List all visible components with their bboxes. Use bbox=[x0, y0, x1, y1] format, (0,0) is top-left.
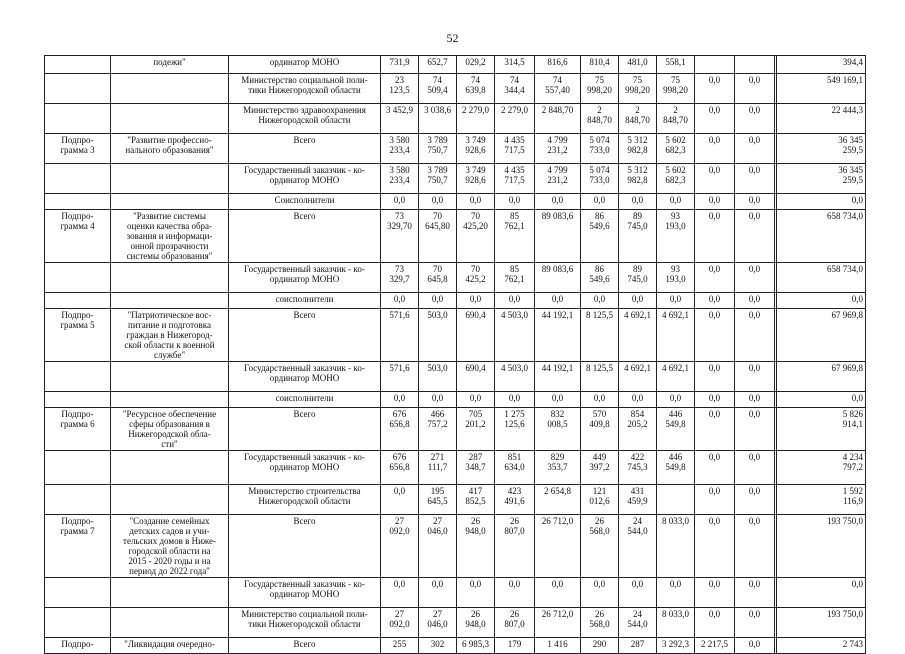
value-cell: 8 125,5 bbox=[581, 309, 619, 362]
value-cell: 23 123,5 bbox=[381, 74, 419, 104]
value-cell: 73 329,7 bbox=[381, 263, 419, 293]
value-cell: 93 193,0 bbox=[657, 210, 695, 263]
value-cell: 0,0 bbox=[381, 578, 419, 608]
value-cell: 4 503,0 bbox=[495, 362, 535, 392]
table-row bbox=[45, 515, 866, 578]
value-cell: 0,0 bbox=[735, 515, 775, 578]
executor-cell: Всего bbox=[229, 408, 381, 451]
total-cell: 2 743 bbox=[777, 638, 866, 654]
value-cell: 85 762,1 bbox=[495, 263, 535, 293]
total-cell: 193 750,0 bbox=[777, 608, 866, 638]
value-cell: 690,4 bbox=[457, 309, 495, 362]
total-cell: 549 169,1 bbox=[777, 74, 866, 104]
value-cell: 0,0 bbox=[695, 515, 735, 578]
value-cell: 3 292,3 bbox=[657, 638, 695, 654]
value-cell: 0,0 bbox=[419, 392, 457, 408]
value-cell: 0,0 bbox=[495, 194, 535, 210]
value-cell: 0,0 bbox=[581, 194, 619, 210]
value-cell: 89 083,6 bbox=[535, 263, 581, 293]
value-cell: 0,0 bbox=[619, 392, 657, 408]
subprogram-name-cell bbox=[111, 485, 229, 515]
table-row bbox=[45, 485, 866, 515]
subprogram-name-cell: "Ресурсное обеспечение сферы образования в Нижегородской обла- сти" bbox=[111, 408, 229, 451]
value-cell: 70 645,8 bbox=[419, 263, 457, 293]
subprogram-name-cell bbox=[111, 74, 229, 104]
value-cell: 0,0 bbox=[457, 293, 495, 309]
executor-cell: Всего bbox=[229, 210, 381, 263]
executor-cell: Соисполнители bbox=[229, 194, 381, 210]
value-cell: 2 848,70 bbox=[535, 104, 581, 134]
value-cell: 6 985,3 bbox=[457, 638, 495, 654]
value-cell: 0,0 bbox=[695, 210, 735, 263]
subprogram-name-cell bbox=[111, 578, 229, 608]
value-cell: 4 503,0 bbox=[495, 309, 535, 362]
table-row bbox=[45, 56, 866, 74]
value-cell: 0,0 bbox=[735, 362, 775, 392]
value-cell: 75 998,20 bbox=[581, 74, 619, 104]
subprogram-name-cell bbox=[111, 392, 229, 408]
value-cell: 0,0 bbox=[695, 164, 735, 194]
value-cell: 2 848,70 bbox=[619, 104, 657, 134]
subprogram-cell bbox=[45, 56, 111, 74]
value-cell bbox=[695, 56, 735, 74]
value-cell: 558,1 bbox=[657, 56, 695, 74]
subprogram-cell bbox=[45, 608, 111, 638]
value-cell: 0,0 bbox=[695, 194, 735, 210]
value-cell: 503,0 bbox=[419, 309, 457, 362]
subprogram-name-cell: "Создание семейных детских садов и учи- тельских домов в Ниже- городской области на 2015 - 2020 годы и на период до 2022 года" bbox=[111, 515, 229, 578]
value-cell: 1 416 bbox=[535, 638, 581, 654]
value-cell: 652,7 bbox=[419, 56, 457, 74]
subprogram-cell bbox=[45, 74, 111, 104]
value-cell: 0,0 bbox=[657, 392, 695, 408]
value-cell: 0,0 bbox=[495, 578, 535, 608]
subprogram-name-cell bbox=[111, 293, 229, 309]
value-cell: 5 602 682,3 bbox=[657, 134, 695, 164]
table-row bbox=[45, 74, 866, 104]
subprogram-name-cell: "Развитие профессио- нального образования" bbox=[111, 134, 229, 164]
total-cell: 67 969,8 bbox=[777, 362, 866, 392]
value-cell: 4 692,1 bbox=[657, 362, 695, 392]
table-row bbox=[45, 164, 866, 194]
value-cell: 4 799 231,2 bbox=[535, 134, 581, 164]
value-cell: 0,0 bbox=[695, 293, 735, 309]
value-cell: 27 046,0 bbox=[419, 608, 457, 638]
value-cell: 0,0 bbox=[457, 578, 495, 608]
value-cell: 89 083,6 bbox=[535, 210, 581, 263]
value-cell: 0,0 bbox=[419, 194, 457, 210]
value-cell: 74 639,8 bbox=[457, 74, 495, 104]
value-cell: 74 557,40 bbox=[535, 74, 581, 104]
value-cell: 029,2 bbox=[457, 56, 495, 74]
value-cell: 287 348,7 bbox=[457, 451, 495, 485]
executor-cell: Государственный заказчик - ко- ординатор МОНО bbox=[229, 451, 381, 485]
value-cell: 0,0 bbox=[695, 74, 735, 104]
subprogram-name-cell bbox=[111, 263, 229, 293]
value-cell: 0,0 bbox=[381, 194, 419, 210]
value-cell bbox=[657, 485, 695, 515]
value-cell: 0,0 bbox=[457, 194, 495, 210]
value-cell: 3 749 928,6 bbox=[457, 164, 495, 194]
value-cell bbox=[735, 56, 775, 74]
value-cell: 290 bbox=[581, 638, 619, 654]
value-cell: 0,0 bbox=[619, 194, 657, 210]
value-cell: 422 745,3 bbox=[619, 451, 657, 485]
value-cell: 86 549,6 bbox=[581, 210, 619, 263]
subprogram-name-cell bbox=[111, 451, 229, 485]
value-cell: 0,0 bbox=[695, 451, 735, 485]
executor-cell: Всего bbox=[229, 638, 381, 654]
value-cell: 44 192,1 bbox=[535, 309, 581, 362]
value-cell: 0,0 bbox=[695, 578, 735, 608]
value-cell: 423 491,6 bbox=[495, 485, 535, 515]
table-row bbox=[45, 451, 866, 485]
value-cell: 0,0 bbox=[457, 392, 495, 408]
value-cell: 0,0 bbox=[695, 309, 735, 362]
value-cell: 481,0 bbox=[619, 56, 657, 74]
value-cell: 314,5 bbox=[495, 56, 535, 74]
subprogram-name-cell: "Патриотическое вос- питание и подготовка граждан в Нижегород- ской области к военной службе" bbox=[111, 309, 229, 362]
table-row bbox=[45, 134, 866, 164]
executor-cell: Государственный заказчик - ко- ординатор МОНО bbox=[229, 164, 381, 194]
value-cell: 8 033,0 bbox=[657, 515, 695, 578]
value-cell: 85 762,1 bbox=[495, 210, 535, 263]
value-cell: 5 074 733,0 bbox=[581, 134, 619, 164]
value-cell: 810,4 bbox=[581, 56, 619, 74]
value-cell: 0,0 bbox=[419, 293, 457, 309]
value-cell: 0,0 bbox=[735, 293, 775, 309]
value-cell: 5 312 982,8 bbox=[619, 164, 657, 194]
value-cell: 431 459,9 bbox=[619, 485, 657, 515]
total-cell: 5 826 914,1 bbox=[777, 408, 866, 451]
total-cell: 1 592 116,9 bbox=[777, 485, 866, 515]
value-cell: 466 757,2 bbox=[419, 408, 457, 451]
subprogram-name-cell bbox=[111, 362, 229, 392]
total-cell: 36 345 259,5 bbox=[777, 164, 866, 194]
value-cell: 0,0 bbox=[657, 194, 695, 210]
executor-cell: соисполнители bbox=[229, 392, 381, 408]
subprogram-name-cell bbox=[111, 194, 229, 210]
subprogram-cell: Подпро- грамма 3 bbox=[45, 134, 111, 164]
value-cell: 0,0 bbox=[735, 608, 775, 638]
value-cell: 75 998,20 bbox=[619, 74, 657, 104]
subprogram-cell: Подпро- грамма 4 bbox=[45, 210, 111, 263]
value-cell: 0,0 bbox=[735, 164, 775, 194]
total-cell: 193 750,0 bbox=[777, 515, 866, 578]
value-cell: 2 654,8 bbox=[535, 485, 581, 515]
value-cell: 731,9 bbox=[381, 56, 419, 74]
value-cell: 3 580 233,4 bbox=[381, 164, 419, 194]
value-cell: 0,0 bbox=[695, 263, 735, 293]
table-row bbox=[45, 578, 866, 608]
table-row bbox=[45, 362, 866, 392]
value-cell: 2 279,0 bbox=[495, 104, 535, 134]
value-cell: 0,0 bbox=[381, 392, 419, 408]
value-cell: 0,0 bbox=[735, 392, 775, 408]
value-cell: 446 549,8 bbox=[657, 408, 695, 451]
executor-cell: Министерство строительства Нижегородской области bbox=[229, 485, 381, 515]
value-cell: 70 645,80 bbox=[419, 210, 457, 263]
value-cell: 287 bbox=[619, 638, 657, 654]
value-cell: 27 092,0 bbox=[381, 515, 419, 578]
value-cell: 271 111,7 bbox=[419, 451, 457, 485]
value-cell: 0,0 bbox=[619, 293, 657, 309]
value-cell: 86 549,6 bbox=[581, 263, 619, 293]
value-cell: 3 789 750,7 bbox=[419, 134, 457, 164]
subprogram-cell bbox=[45, 164, 111, 194]
value-cell: 195 645,5 bbox=[419, 485, 457, 515]
subprogram-cell: Подпро- грамма 5 bbox=[45, 309, 111, 362]
value-cell: 832 008,5 bbox=[535, 408, 581, 451]
value-cell: 0,0 bbox=[735, 194, 775, 210]
executor-cell: Всего bbox=[229, 309, 381, 362]
table-row bbox=[45, 210, 866, 263]
table-row bbox=[45, 408, 866, 451]
value-cell: 571,6 bbox=[381, 309, 419, 362]
subprogram-cell bbox=[45, 194, 111, 210]
value-cell: 26 948,0 bbox=[457, 608, 495, 638]
value-cell: 121 012,6 bbox=[581, 485, 619, 515]
value-cell: 0,0 bbox=[535, 194, 581, 210]
executor-cell: Министерство здравоохранения Нижегородской области bbox=[229, 104, 381, 134]
value-cell: 0,0 bbox=[735, 134, 775, 164]
value-cell: 0,0 bbox=[495, 293, 535, 309]
subprogram-name-cell bbox=[111, 608, 229, 638]
value-cell: 0,0 bbox=[381, 485, 419, 515]
value-cell: 8 125,5 bbox=[581, 362, 619, 392]
value-cell: 0,0 bbox=[695, 408, 735, 451]
value-cell: 0,0 bbox=[735, 309, 775, 362]
value-cell: 829 353,7 bbox=[535, 451, 581, 485]
value-cell: 5 312 982,8 bbox=[619, 134, 657, 164]
value-cell: 26 568,0 bbox=[581, 515, 619, 578]
value-cell: 570 409,8 bbox=[581, 408, 619, 451]
total-cell: 394,4 bbox=[777, 56, 866, 74]
value-cell: 24 544,0 bbox=[619, 515, 657, 578]
total-cell: 67 969,8 bbox=[777, 309, 866, 362]
total-cell: 0,0 bbox=[777, 194, 866, 210]
value-cell: 676 656,8 bbox=[381, 451, 419, 485]
value-cell: 0,0 bbox=[495, 392, 535, 408]
value-cell: 255 bbox=[381, 638, 419, 654]
subprogram-cell bbox=[45, 104, 111, 134]
value-cell: 0,0 bbox=[735, 485, 775, 515]
total-cell: 36 345 259,5 bbox=[777, 134, 866, 164]
value-cell: 179 bbox=[495, 638, 535, 654]
value-cell: 302 bbox=[419, 638, 457, 654]
value-cell: 3 452,9 bbox=[381, 104, 419, 134]
value-cell: 3 749 928,6 bbox=[457, 134, 495, 164]
executor-cell: соисполнители bbox=[229, 293, 381, 309]
value-cell: 0,0 bbox=[657, 293, 695, 309]
value-cell: 93 193,0 bbox=[657, 263, 695, 293]
value-cell: 0,0 bbox=[695, 485, 735, 515]
table-row bbox=[45, 263, 866, 293]
value-cell: 26 807,0 bbox=[495, 515, 535, 578]
executor-cell: Государственный заказчик - ко- ординатор МОНО bbox=[229, 263, 381, 293]
value-cell: 24 544,0 bbox=[619, 608, 657, 638]
value-cell: 75 998,20 bbox=[657, 74, 695, 104]
total-cell: 4 234 797,2 bbox=[777, 451, 866, 485]
value-cell: 5 602 682,3 bbox=[657, 164, 695, 194]
table-row bbox=[45, 194, 866, 210]
table-row bbox=[45, 608, 866, 638]
value-cell: 27 092,0 bbox=[381, 608, 419, 638]
value-cell: 5 074 733,0 bbox=[581, 164, 619, 194]
value-cell: 0,0 bbox=[535, 578, 581, 608]
value-cell: 0,0 bbox=[735, 210, 775, 263]
subprogram-cell bbox=[45, 451, 111, 485]
subprogram-cell bbox=[45, 362, 111, 392]
value-cell: 2 279,0 bbox=[457, 104, 495, 134]
total-cell: 0,0 bbox=[777, 293, 866, 309]
value-cell: 4 799 231,2 bbox=[535, 164, 581, 194]
value-cell: 89 745,0 bbox=[619, 263, 657, 293]
value-cell: 2 848,70 bbox=[657, 104, 695, 134]
value-cell: 2 848,70 bbox=[581, 104, 619, 134]
value-cell: 44 192,1 bbox=[535, 362, 581, 392]
value-cell: 3 789 750,7 bbox=[419, 164, 457, 194]
value-cell: 571,6 bbox=[381, 362, 419, 392]
value-cell: 0,0 bbox=[695, 362, 735, 392]
value-cell: 26 948,0 bbox=[457, 515, 495, 578]
value-cell: 0,0 bbox=[735, 451, 775, 485]
table-row bbox=[45, 293, 866, 309]
value-cell: 3 038,6 bbox=[419, 104, 457, 134]
value-cell: 26 712,0 bbox=[535, 515, 581, 578]
value-cell: 26 712,0 bbox=[535, 608, 581, 638]
value-cell: 4 692,1 bbox=[619, 309, 657, 362]
executor-cell: Министерство социальной поли- тики Нижегородской области bbox=[229, 74, 381, 104]
value-cell: 4 435 717,5 bbox=[495, 164, 535, 194]
value-cell: 2 217,5 bbox=[695, 638, 735, 654]
subprogram-cell: Подпро- грамма 6 bbox=[45, 408, 111, 451]
value-cell: 73 329,70 bbox=[381, 210, 419, 263]
page-number: 52 bbox=[446, 31, 459, 45]
executor-cell: Государственный заказчик - ко- ординатор МОНО bbox=[229, 578, 381, 608]
value-cell: 3 580 233,4 bbox=[381, 134, 419, 164]
value-cell: 0,0 bbox=[419, 578, 457, 608]
value-cell: 74 344,4 bbox=[495, 74, 535, 104]
table-row bbox=[45, 392, 866, 408]
value-cell: 0,0 bbox=[581, 293, 619, 309]
value-cell: 0,0 bbox=[695, 392, 735, 408]
value-cell: 0,0 bbox=[735, 74, 775, 104]
subprogram-cell: Подпро- грамма 7 bbox=[45, 515, 111, 578]
value-cell: 503,0 bbox=[419, 362, 457, 392]
value-cell: 0,0 bbox=[381, 293, 419, 309]
value-cell: 0,0 bbox=[735, 104, 775, 134]
value-cell: 0,0 bbox=[535, 392, 581, 408]
value-cell: 70 425,20 bbox=[457, 210, 495, 263]
value-cell: 0,0 bbox=[581, 578, 619, 608]
total-cell: 22 444,3 bbox=[777, 104, 866, 134]
value-cell: 0,0 bbox=[581, 392, 619, 408]
executor-cell: Министерство социальной поли- тики Нижегородской области bbox=[229, 608, 381, 638]
value-cell: 854 205,2 bbox=[619, 408, 657, 451]
executor-cell: Всего bbox=[229, 515, 381, 578]
subprogram-name-cell: "Ликвидация очередно- bbox=[111, 638, 229, 654]
value-cell: 0,0 bbox=[735, 408, 775, 451]
table-row bbox=[45, 104, 866, 134]
value-cell: 8 033,0 bbox=[657, 608, 695, 638]
value-cell: 417 852,5 bbox=[457, 485, 495, 515]
value-cell: 1 275 125,6 bbox=[495, 408, 535, 451]
total-cell: 0,0 bbox=[777, 392, 866, 408]
value-cell: 26 807,0 bbox=[495, 608, 535, 638]
total-cell: 658 734,0 bbox=[777, 210, 866, 263]
value-cell: 74 509,4 bbox=[419, 74, 457, 104]
executor-cell: Государственный заказчик - ко- ординатор МОНО bbox=[229, 362, 381, 392]
subprogram-name-cell bbox=[111, 104, 229, 134]
subprogram-name-cell: подежи" bbox=[111, 56, 229, 74]
value-cell: 705 201,2 bbox=[457, 408, 495, 451]
subprogram-name-cell bbox=[111, 164, 229, 194]
value-cell: 690,4 bbox=[457, 362, 495, 392]
value-cell: 0,0 bbox=[535, 293, 581, 309]
value-cell: 0,0 bbox=[657, 578, 695, 608]
value-cell: 0,0 bbox=[735, 638, 775, 654]
total-cell: 0,0 bbox=[777, 578, 866, 608]
value-cell: 0,0 bbox=[619, 578, 657, 608]
value-cell: 0,0 bbox=[695, 104, 735, 134]
executor-cell: ординатор МОНО bbox=[229, 56, 381, 74]
value-cell: 449 397,2 bbox=[581, 451, 619, 485]
value-cell: 0,0 bbox=[735, 263, 775, 293]
value-cell: 851 634,0 bbox=[495, 451, 535, 485]
value-cell: 27 046,0 bbox=[419, 515, 457, 578]
value-cell: 0,0 bbox=[695, 134, 735, 164]
total-cell: 658 734,0 bbox=[777, 263, 866, 293]
value-cell: 4 692,1 bbox=[619, 362, 657, 392]
value-cell: 26 568,0 bbox=[581, 608, 619, 638]
subprogram-cell: Подпро- bbox=[45, 638, 111, 654]
subprogram-name-cell: "Развитие системы оценки качества обра- зования и информаци- онной прозрачности системы образования" bbox=[111, 210, 229, 263]
table-row bbox=[45, 309, 866, 362]
subprogram-cell bbox=[45, 293, 111, 309]
value-cell: 0,0 bbox=[695, 608, 735, 638]
subprogram-cell bbox=[45, 578, 111, 608]
value-cell: 4 692,1 bbox=[657, 309, 695, 362]
subprogram-cell bbox=[45, 392, 111, 408]
value-cell: 89 745,0 bbox=[619, 210, 657, 263]
value-cell: 0,0 bbox=[735, 578, 775, 608]
budget-table bbox=[44, 55, 866, 654]
subprogram-cell bbox=[45, 485, 111, 515]
value-cell: 676 656,8 bbox=[381, 408, 419, 451]
value-cell: 446 549,8 bbox=[657, 451, 695, 485]
subprogram-cell bbox=[45, 263, 111, 293]
value-cell: 816,6 bbox=[535, 56, 581, 74]
value-cell: 4 435 717,5 bbox=[495, 134, 535, 164]
value-cell: 70 425,2 bbox=[457, 263, 495, 293]
executor-cell: Всего bbox=[229, 134, 381, 164]
